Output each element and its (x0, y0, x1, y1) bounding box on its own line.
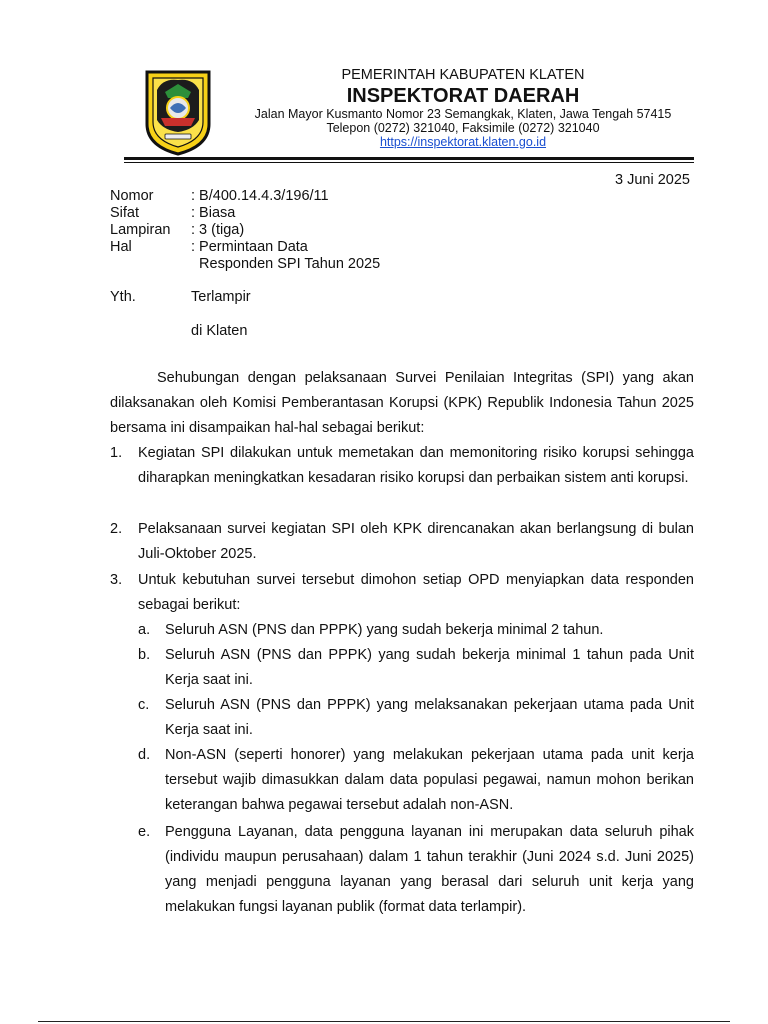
sub-list-item-letter: b. (138, 647, 151, 663)
list-item-number: 3. (110, 572, 123, 588)
page-bottom-edge (38, 1021, 730, 1022)
meta-value: : B/400.14.4.3/196/11 (191, 188, 329, 204)
letterhead-divider-thin (124, 162, 694, 163)
sub-list-item-text: Pengguna Layanan, data pengguna layanan ini merupakan data seluruh pihak (individu maupun perusahaan) dalam 1 tahun terakhir (Juni 2024 s.d. Juni 2025) yang menjadi pengguna layanan yang berasal dari seluruh unit kerja yang melakukan fungsi layanan publik (format data terlampir). (165, 824, 694, 915)
meta-value: : Biasa (191, 205, 236, 221)
letterhead-website-link[interactable]: https://inspektorat.klaten.go.id (379, 135, 547, 149)
sub-list-item-letter: c. (138, 697, 150, 713)
sub-list-item-text: Seluruh ASN (PNS dan PPPK) yang sudah bekerja minimal 1 tahun pada Unit Kerja saat ini. (165, 647, 694, 688)
recipient-name: Terlampir (191, 289, 251, 305)
recipient-place: di Klaten (191, 323, 248, 339)
meta-value: : 3 (tiga) (191, 222, 245, 238)
list-item-text: Kegiatan SPI dilakukan untuk memetakan dan memonitoring risiko korupsi sehingga diharapkan meningkatkan kesadaran risiko korupsi dan perbaikan sistem anti korupsi. (138, 445, 694, 486)
list-item-text: Untuk kebutuhan survei tersebut dimohon setiap OPD menyiapkan data responden sebagai berikut: (138, 572, 694, 613)
recipient-label: Yth. (110, 289, 136, 305)
sub-list-item-text: Non-ASN (seperti honorer) yang melakukan pekerjaan utama pada unit kerja tersebut wajib dimasukkan dalam data populasi pegawai, namun mohon berikan keterangan bahwa pegawai tersebut adalah non-ASN. (165, 747, 694, 813)
meta-key: Lampiran (110, 222, 171, 238)
sub-list-item-text: Seluruh ASN (PNS dan PPPK) yang melaksanakan pekerjaan utama pada Unit Kerja saat ini. (165, 697, 694, 738)
meta-value: Responden SPI Tahun 2025 (191, 256, 381, 272)
meta-key: Nomor (110, 188, 154, 204)
klaten-regency-emblem-icon (143, 68, 213, 156)
meta-key: Hal (110, 239, 132, 255)
letterhead-divider-thick (124, 157, 694, 160)
sub-list-item-letter: e. (138, 824, 151, 840)
letterhead-government: PEMERINTAH KABUPATEN KLATEN (341, 67, 585, 83)
letter-date: 3 Juni 2025 (615, 172, 690, 188)
meta-value: : Permintaan Data (191, 239, 308, 255)
list-item-number: 2. (110, 521, 123, 537)
letterhead-agency: INSPEKTORAT DAERAH (346, 85, 580, 107)
letterhead-phone: Telepon (0272) 321040, Faksimile (0272) 321040 (326, 121, 600, 135)
sub-list-item-letter: d. (138, 747, 151, 763)
letterhead-address: Jalan Mayor Kusmanto Nomor 23 Semangkak, Klaten, Jawa Tengah 57415 (254, 107, 672, 121)
intro-paragraph: Sehubungan dengan pelaksanaan Survei Penilaian Integritas (SPI) yang akan dilaksanakan oleh Komisi Pemberantasan Korupsi (KPK) Republik Indonesia Tahun 2025 bersama ini disampaikan hal-hal sebagai berikut: (110, 370, 694, 436)
list-item-number: 1. (110, 445, 123, 461)
list-item-text: Pelaksanaan survei kegiatan SPI oleh KPK direncanakan akan berlangsung di bulan Juli-Oktober 2025. (138, 521, 694, 562)
sub-list-item-text: Seluruh ASN (PNS dan PPPK) yang sudah bekerja minimal 2 tahun. (165, 622, 604, 638)
sub-list-item-letter: a. (138, 622, 151, 638)
meta-key: Sifat (110, 205, 140, 221)
